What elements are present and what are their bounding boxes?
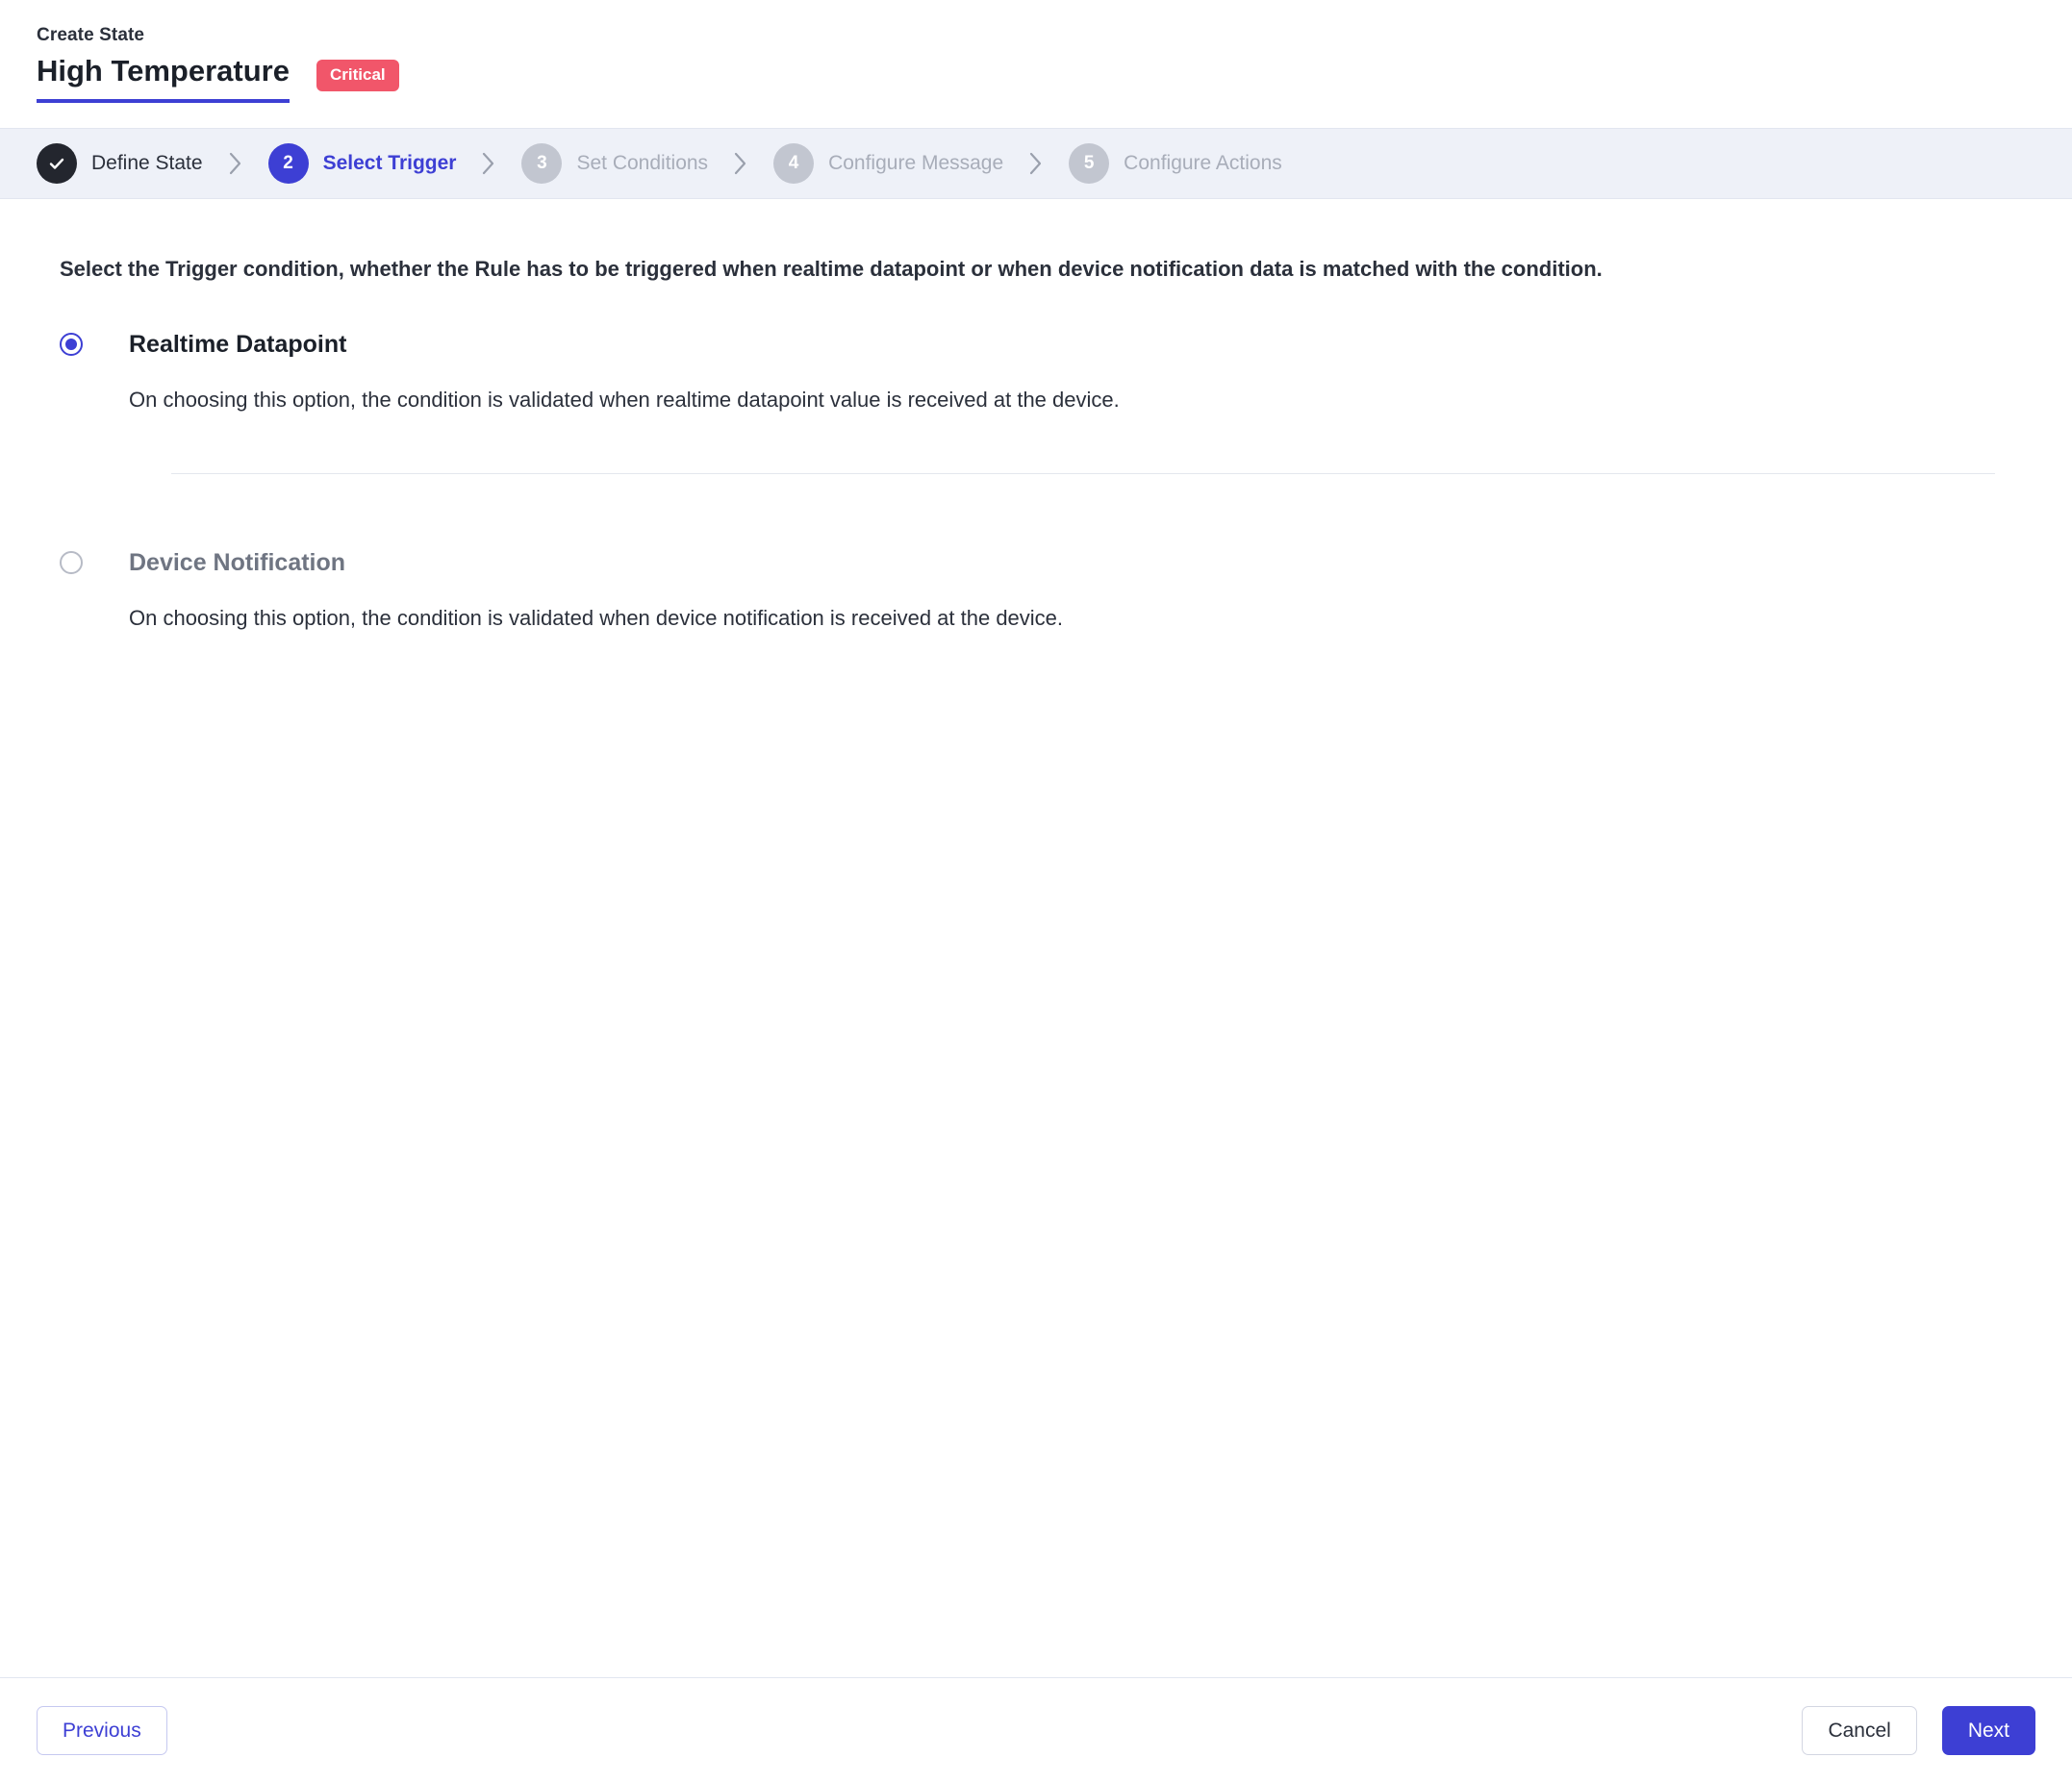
step-1-indicator xyxy=(37,143,77,184)
option-device-notification[interactable] xyxy=(60,549,2035,634)
option-device-notification-label: Device Notification xyxy=(129,548,346,576)
step-5-indicator: 5 xyxy=(1069,143,1109,184)
option-realtime-datapoint-head[interactable] xyxy=(60,331,2035,359)
step-1-label: Define State xyxy=(91,152,203,175)
footer-actions xyxy=(1802,1706,2035,1755)
next-button[interactable]: Next xyxy=(1942,1706,2035,1755)
step-set-conditions[interactable] xyxy=(521,143,708,184)
option-divider xyxy=(171,473,1995,474)
instruction-text: Select the Trigger condition, whether the Rule has to be triggered when realtime datapoint or when device notification data is matched with the condition. xyxy=(60,257,1603,282)
step-2-indicator: 2 xyxy=(268,143,309,184)
option-realtime-datapoint-description: On choosing this option, the condition is validated when realtime datapoint value is received at the device. xyxy=(129,387,1120,412)
option-device-notification-description: On choosing this option, the condition is validated when device notification is received at the device. xyxy=(129,605,1064,630)
step-3-label: Set Conditions xyxy=(576,152,709,175)
radio-realtime-datapoint[interactable] xyxy=(60,333,83,356)
step-4-indicator: 4 xyxy=(773,143,814,184)
option-realtime-datapoint[interactable] xyxy=(60,331,2035,415)
chevron-right-icon xyxy=(733,151,748,176)
radio-device-notification[interactable] xyxy=(60,551,83,574)
step-configure-actions[interactable] xyxy=(1069,143,1282,184)
check-icon xyxy=(47,154,66,173)
step-3-indicator: 3 xyxy=(521,143,562,184)
step-5-label: Configure Actions xyxy=(1124,152,1282,175)
step-4-label: Configure Message xyxy=(828,152,1004,175)
page-title: High Temperature xyxy=(37,55,290,103)
step-define-state[interactable] xyxy=(37,143,203,184)
option-realtime-datapoint-label: Realtime Datapoint xyxy=(129,330,347,358)
title-row xyxy=(37,55,2035,103)
option-device-notification-head[interactable] xyxy=(60,549,2035,577)
step-2-label: Select Trigger xyxy=(322,152,457,175)
page-header xyxy=(0,0,2072,103)
status-badge: Critical xyxy=(316,60,399,91)
wizard-stepper xyxy=(0,128,2072,199)
main-content xyxy=(0,199,2072,1677)
breadcrumb: Create State xyxy=(37,25,145,45)
chevron-right-icon xyxy=(1028,151,1044,176)
step-configure-message[interactable] xyxy=(773,143,1003,184)
previous-button[interactable]: Previous xyxy=(37,1706,167,1755)
cancel-button[interactable]: Cancel xyxy=(1802,1706,1916,1755)
chevron-right-icon xyxy=(481,151,496,176)
wizard-footer xyxy=(0,1677,2072,1783)
step-select-trigger[interactable] xyxy=(268,143,457,184)
chevron-right-icon xyxy=(228,151,243,176)
